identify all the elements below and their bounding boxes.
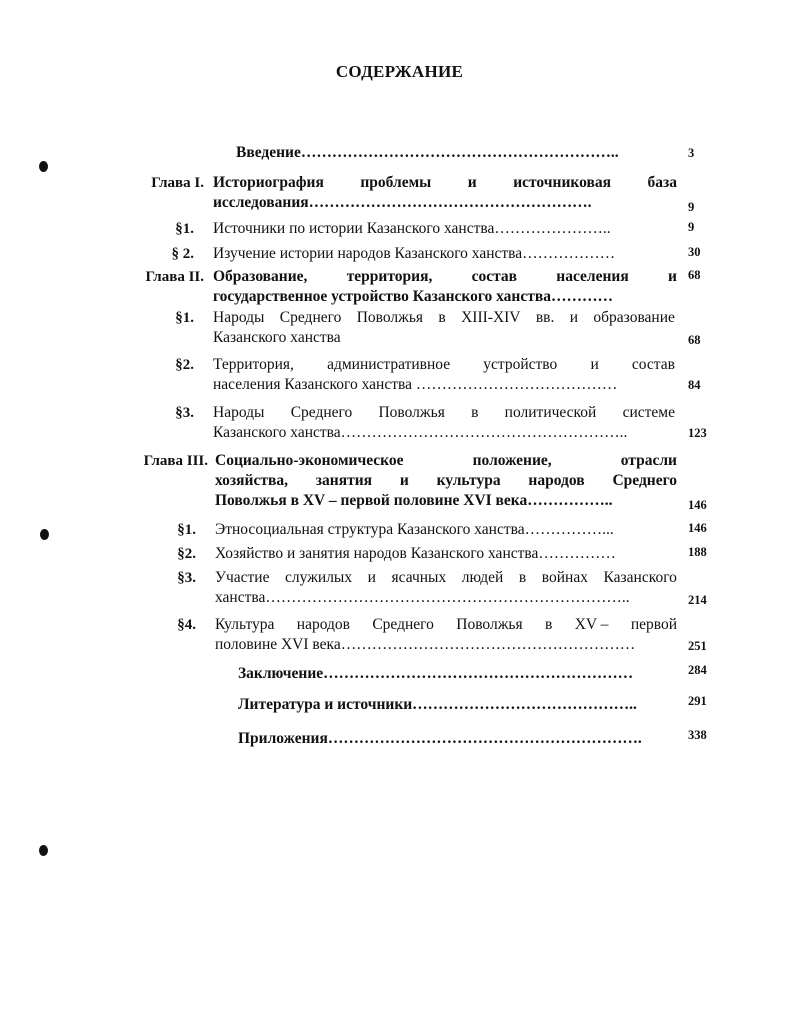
word: состав bbox=[631, 356, 675, 373]
chapter-1-section-2-page: 30 bbox=[688, 245, 701, 259]
chapter-3-section-3-label: §3. bbox=[177, 570, 196, 586]
word: Территория, bbox=[213, 356, 294, 373]
chapter-3-section-4-label: §4. bbox=[177, 617, 196, 633]
chapter-1-section-1-text: Источники по истории Казанского ханства………………….. bbox=[213, 220, 611, 237]
binding-hole-dot bbox=[40, 529, 49, 540]
chapter-3-section-2-label: §2. bbox=[177, 546, 196, 562]
word: XV – bbox=[574, 616, 609, 633]
word: Среднего bbox=[290, 404, 353, 421]
toc-appendix: Приложения……………………………………………………. bbox=[238, 730, 642, 747]
word: проблемы bbox=[360, 174, 432, 191]
toc-conclusion-page: 284 bbox=[688, 663, 707, 677]
chapter-3-title-line3: Поволжья в XV – первой половине XVI века…………….. bbox=[215, 492, 613, 509]
binding-hole-dot bbox=[39, 161, 48, 172]
chapter-2-section-3-label: §3. bbox=[175, 405, 194, 421]
word: народов bbox=[528, 472, 585, 489]
chapter-3-section-2-text: Хозяйство и занятия народов Казанского ханства…………… bbox=[215, 545, 616, 562]
chapter-3-title-line2 bbox=[215, 471, 677, 491]
word: системе bbox=[622, 404, 675, 421]
chapter-1-page: 9 bbox=[688, 200, 695, 214]
chapter-3-section-1-text: Этносоциальная структура Казанского ханства……………... bbox=[215, 521, 614, 538]
word: Участие bbox=[215, 569, 270, 586]
toc-intro bbox=[236, 143, 676, 163]
word: и bbox=[590, 356, 599, 373]
chapter-3-section-1-page: 146 bbox=[688, 521, 707, 535]
word: Поволжья bbox=[456, 616, 523, 633]
chapter-2-section-2-label: §2. bbox=[175, 357, 194, 373]
word: Среднего bbox=[279, 309, 342, 326]
chapter-1-title-line1 bbox=[213, 173, 677, 193]
word: в bbox=[438, 309, 446, 326]
chapter-2-section-2-line1 bbox=[213, 355, 675, 375]
word: Образование, bbox=[213, 268, 308, 285]
word: Среднего bbox=[372, 616, 434, 633]
chapter-3-label: Глава III. bbox=[143, 453, 208, 469]
toc-intro-leader: …………………………………………………….. bbox=[300, 144, 619, 161]
word: положение, bbox=[472, 452, 552, 469]
chapter-2-section-1-page: 68 bbox=[688, 333, 701, 347]
word: устройство bbox=[483, 356, 558, 373]
word: служилых bbox=[285, 569, 353, 586]
toc-literature-page: 291 bbox=[688, 694, 707, 708]
word: состав bbox=[471, 268, 518, 285]
word: Культура bbox=[215, 616, 275, 633]
page-title: СОДЕРЖАНИЕ bbox=[335, 62, 464, 81]
word: Народы bbox=[213, 309, 265, 326]
word: ясачных bbox=[391, 569, 447, 586]
word: база bbox=[647, 174, 677, 191]
word: и bbox=[367, 569, 376, 586]
binding-hole-dot bbox=[39, 845, 48, 856]
word: Народы bbox=[213, 404, 265, 421]
word: и bbox=[668, 268, 677, 285]
chapter-2-section-1-label: §1. bbox=[175, 310, 194, 326]
toc-intro-text: Введение bbox=[236, 144, 301, 161]
chapter-1-section-2-label: § 2. bbox=[171, 246, 194, 262]
chapter-2-section-2-page: 84 bbox=[688, 378, 701, 392]
word: занятия bbox=[315, 472, 373, 489]
chapter-2-section-1-line2: Казанского ханства bbox=[213, 329, 341, 346]
chapter-3-section-3-line2: ханства…………………………………………………………….. bbox=[215, 589, 630, 606]
chapter-3-section-4-line2: половине XVI века………………………………………………… bbox=[215, 636, 636, 653]
chapter-2-section-3-line2: Казанского ханства……………………………………………….. bbox=[213, 424, 628, 441]
word: хозяйства, bbox=[215, 472, 288, 489]
word: в bbox=[471, 404, 479, 421]
word: источниковая bbox=[513, 174, 611, 191]
chapter-2-title-line2: государственное устройство Казанского ханства………… bbox=[213, 288, 613, 305]
word: первой bbox=[630, 616, 677, 633]
word: вв. bbox=[535, 309, 555, 326]
chapter-2-section-1-line1 bbox=[213, 308, 675, 328]
word: и bbox=[467, 174, 477, 191]
word: людей bbox=[461, 569, 504, 586]
chapter-3-title-line1 bbox=[215, 451, 677, 471]
chapter-1-label: Глава I. bbox=[151, 175, 204, 191]
word: территория, bbox=[346, 268, 433, 285]
chapter-3-section-4-line1 bbox=[215, 615, 677, 635]
chapter-2-section-3-line1 bbox=[213, 403, 675, 423]
word: Казанского bbox=[603, 569, 677, 586]
toc-appendix-page: 338 bbox=[688, 728, 707, 742]
word: культура bbox=[436, 472, 501, 489]
toc-literature: Литература и источники…………………………………….. bbox=[238, 696, 637, 713]
word: административное bbox=[327, 356, 451, 373]
word: Поволжья bbox=[356, 309, 424, 326]
word: политической bbox=[504, 404, 597, 421]
word: Среднего bbox=[612, 472, 677, 489]
chapter-1-section-1-label: §1. bbox=[175, 221, 194, 237]
chapter-3-section-3-line1 bbox=[215, 568, 677, 588]
word: войнах bbox=[541, 569, 588, 586]
word: Историография bbox=[213, 174, 324, 191]
word: народов bbox=[296, 616, 350, 633]
chapter-3-section-4-page: 251 bbox=[688, 639, 707, 653]
chapter-2-label: Глава II. bbox=[145, 269, 204, 285]
toc-conclusion: Заключение…………………………………………………… bbox=[238, 665, 634, 682]
word: в bbox=[518, 569, 527, 586]
chapter-2-title-line1 bbox=[213, 267, 677, 287]
word: и bbox=[569, 309, 579, 326]
word: отрасли bbox=[620, 452, 677, 469]
word: XIII-XIV bbox=[461, 309, 521, 326]
chapter-1-title-line2: исследования………………………………………………. bbox=[213, 194, 592, 211]
word: населения bbox=[556, 268, 629, 285]
word: и bbox=[399, 472, 409, 489]
word: в bbox=[545, 616, 553, 633]
chapter-2-page: 68 bbox=[688, 268, 701, 282]
word: Социально-экономическое bbox=[215, 452, 404, 469]
toc-intro-page: 3 bbox=[688, 146, 695, 160]
chapter-1-section-1-page: 9 bbox=[688, 220, 695, 234]
word: образование bbox=[593, 309, 675, 326]
word: Поволжья bbox=[378, 404, 445, 421]
chapter-2-section-2-line2: населения Казанского ханства ………………………………… bbox=[213, 376, 618, 393]
chapter-3-section-2-page: 188 bbox=[688, 545, 707, 559]
chapter-1-section-2-text: Изучение истории народов Казанского ханства……………… bbox=[213, 245, 616, 262]
chapter-3-page: 146 bbox=[688, 498, 707, 512]
chapter-3-section-1-label: §1. bbox=[177, 522, 196, 538]
chapter-2-section-3-page: 123 bbox=[688, 426, 707, 440]
chapter-3-section-3-page: 214 bbox=[688, 593, 707, 607]
